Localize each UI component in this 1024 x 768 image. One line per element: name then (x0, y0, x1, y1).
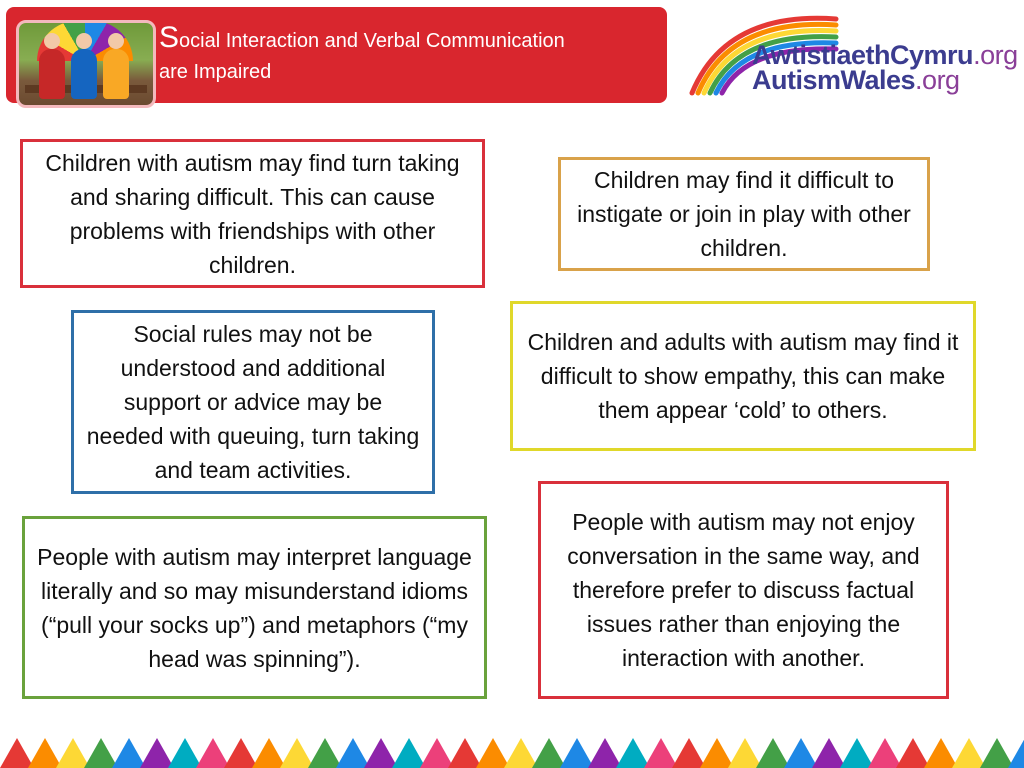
info-box-conversation (538, 481, 949, 699)
logo-welsh-name: AwtistiaethCymru (752, 40, 974, 70)
info-box-text: Children may find it difficult to instigate or join in play with other children. (577, 167, 911, 261)
child-figure (71, 49, 97, 99)
child-figure (39, 49, 65, 99)
bunting-triangle-icon (1008, 738, 1024, 768)
title-text-line2: are Impaired (159, 61, 272, 83)
logo-english-tld: .org (915, 65, 960, 95)
info-box-text: People with autism may interpret language literally and so may misunderstand idioms (“pull your socks up”) and metaphors (“my head was spinning”). (37, 543, 472, 672)
info-box-text: Children with autism may find turn taking and sharing difficult. This can cause problems with friendships with other children. (45, 149, 460, 278)
logo-welsh-tld: .org (973, 40, 1018, 70)
info-box-literal-language (22, 516, 487, 699)
title-initial: S (159, 21, 180, 54)
info-box-text: Children and adults with autism may find it difficult to show empathy, this can make them appear ‘cold’ to others. (527, 329, 959, 423)
info-box-empathy (510, 301, 976, 451)
logo-english (752, 65, 960, 96)
page-title (159, 22, 649, 88)
info-box-social-rules (71, 310, 435, 494)
info-box-text: People with autism may not enjoy conversation in the same way, and therefore prefer to discuss factual issues rather than enjoying the interaction with another. (567, 509, 920, 671)
info-box-turn-taking (20, 139, 485, 288)
logo-english-name: AutismWales (752, 65, 916, 95)
child-figure (103, 49, 129, 99)
bunting-footer (0, 732, 1024, 768)
children-photo (16, 20, 156, 108)
info-box-join-play (558, 157, 930, 271)
info-box-text: Social rules may not be understood and additional support or advice may be needed with queuing, turn taking and team activities. (86, 321, 420, 483)
title-text: ocial Interaction and Verbal Communication (179, 30, 565, 52)
